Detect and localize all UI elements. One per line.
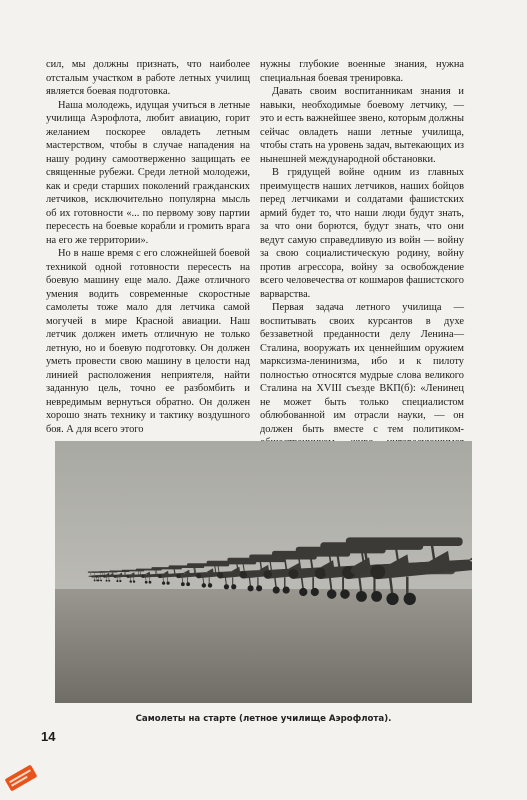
paragraph: Давать своим воспитанникам знания и навыки, необходимые боевому летчику, — это и есть важнейшее звено, которым должны сейчас овладеть наши летные училища, чтобы стать на уровень задач, вытекающих из нынешней международной обстановки. bbox=[260, 86, 464, 165]
text-column-right bbox=[260, 58, 464, 463]
biplanes-photo bbox=[55, 441, 472, 703]
paragraph: сил, мы должны признать, что наиболее отсталым участком в работе летных училищ является боевая подготовка. bbox=[46, 59, 250, 97]
library-stamp-icon bbox=[2, 764, 40, 792]
figure-caption: Самолеты на старте (летное училище Аэрофлота). bbox=[135, 714, 392, 724]
paragraph: нужны глубокие военные знания, нужна специальная боевая тренировка. bbox=[260, 59, 464, 84]
figure-photo bbox=[55, 441, 472, 703]
paragraph: Наша молодежь, идущая учиться в летные училища Аэрофлота, любит авиацию, горит желанием поскорее овладеть летным мастерством, чтобы в случае нападения на нашу родину самоотверженно защищать ее священные рубежи. Среди летной молодежи, как и среди старших поколений гражданских летчиков, исключительно популярна мысль об их готовности «... по первому зову партии пересесть на боевые корабли и громить врага на его же территории». bbox=[46, 99, 250, 246]
paragraph: Первая задача летного училища — воспитывать своих курсантов в духе беззаветной преданности делу Ленина—Сталина, вооружать их ценнейшим оружием марксизма-ленинизма, ибо и к пилоту полностью относятся мудрые слова великого Сталина на XVIII съезде ВКП(б): «Ленинец не может быть только специалистом облюбованной им отрасли науки, — он должен быть вместе с тем политиком- bbox=[260, 302, 464, 435]
paragraph: В грядущей войне одним из главных преимуществ наших летчиков, наших бойцов перед летчиками и солдатами фашистских армий будет то, что наши люди будут знать, за что они борются, будут знать, что они ведут самую справедливую из войн — войну за свою социалистическую родину, войну против агрессора, войну за освобождение всего человечества от кошмаров фашистского варварства. bbox=[260, 167, 464, 300]
airfield-ground bbox=[55, 589, 472, 703]
text-column-left bbox=[46, 58, 250, 436]
page-number: 14 bbox=[41, 729, 56, 744]
paragraph: Но в наше время с его сложнейшей боевой техникой одной готовности пересесть на боевую машину еще мало. Даже отличного умения водить современные скоростные самолеты тоже мало для летчика самой могучей в мире Красной авиации. Наш летчик должен иметь отличную не только летную, но и боевую подготовку. Он должен уметь провести свою машину в целости над линией расположения неприятеля, найти заданную цель, точно ее разбомбить и невредимым вернуться обратно. Он должен хорошо знать технику и тактику воздушного боя. А для всего этого bbox=[46, 248, 250, 435]
